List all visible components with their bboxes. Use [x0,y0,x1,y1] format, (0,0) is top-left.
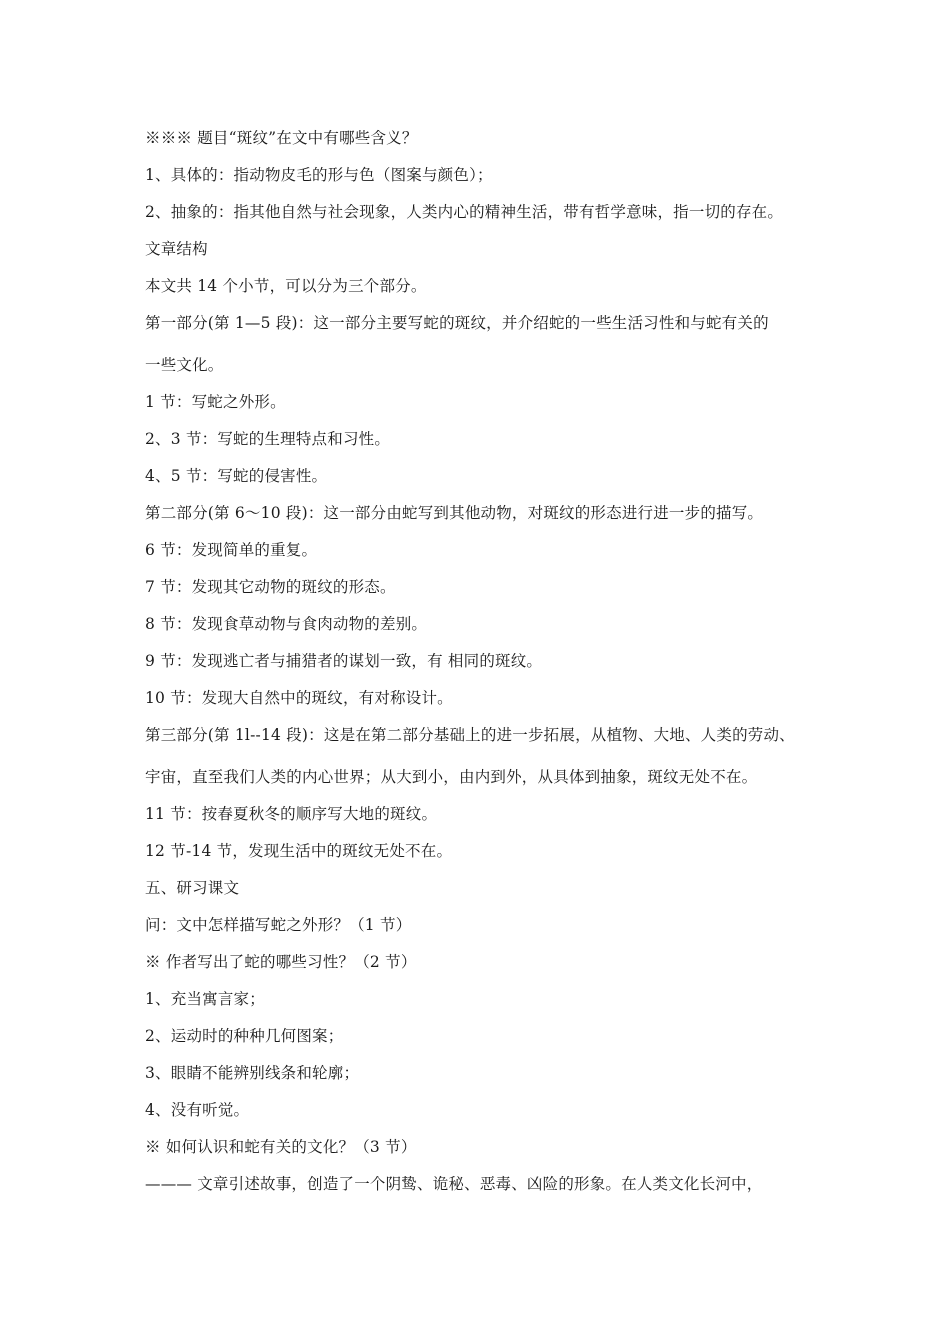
text-line: 9 节：发现逃亡者与捕猎者的谋划一致，有 相同的斑纹。 [145,652,543,670]
text-line: 8 节：发现食草动物与食肉动物的差别。 [145,615,428,633]
text-line: 1、具体的：指动物皮毛的形与色（图案与颜色）； [145,166,493,184]
text-line: 4、5 节：写蛇的侵害性。 [145,467,328,485]
text-line: 11 节：按春夏秋冬的顺序写大地的斑纹。 [145,805,438,823]
part-two-heading: 第二部分(第 6～10 段)：这一部分由蛇写到其他动物，对斑纹的形态进行进一步的描写。 [145,504,764,522]
text-line: 10 节：发现大自然中的斑纹，有对称设计。 [145,689,453,707]
question-line: ※ 作者写出了蛇的哪些习性？（2 节） [145,953,417,971]
question-line: 问：文中怎样描写蛇之外形？（1 节） [145,916,412,934]
text-line: 一些文化。 [145,356,224,374]
text-line: ——— 文章引述故事，创造了一个阴鸷、诡秘、恶毒、凶险的形象。在人类文化长河中， [145,1175,763,1193]
text-line: 宇宙，直至我们人类的内心世界；从大到小，由内到外，从具体到抽象，斑纹无处不在。 [145,768,758,786]
text-line: 2、3 节：写蛇的生理特点和习性。 [145,430,391,448]
text-line: 1 节：写蛇之外形。 [145,393,286,411]
text-line: 1、充当寓言家； [145,990,265,1008]
question-line: ※ 如何认识和蛇有关的文化？（3 节） [145,1138,417,1156]
section-heading-structure: 文章结构 [145,240,208,258]
question-heading-title-meaning: ※※※ 题目“斑纹”在文中有哪些含义？ [145,129,418,147]
text-line: 6 节：发现简单的重复。 [145,541,318,559]
text-line: 4、没有听觉。 [145,1101,250,1119]
text-line: 7 节：发现其它动物的斑纹的形态。 [145,578,396,596]
text-line: 2、抽象的：指其他自然与社会现象，人类内心的精神生活，带有哲学意味，指一切的存在。 [145,203,784,221]
part-three-heading: 第三部分(第 1l--14 段)：这是在第二部分基础上的进一步拓展，从植物、大地、人类的劳动、 [145,726,795,744]
text-line: 本文共 14 个小节，可以分为三个部分。 [145,277,427,295]
text-line: 12 节-14 节，发现生活中的斑纹无处不在。 [145,842,453,860]
text-line: 2、运动时的种种几何图案； [145,1027,344,1045]
document-body [145,120,835,1203]
text-line: 3、眼睛不能辨别线条和轮廓； [145,1064,360,1082]
section-heading-study: 五、研习课文 [145,879,240,897]
part-one-heading: 第一部分(第 1—5 段)：这一部分主要写蛇的斑纹，并介绍蛇的一些生活习性和与蛇有关的 [145,314,769,332]
